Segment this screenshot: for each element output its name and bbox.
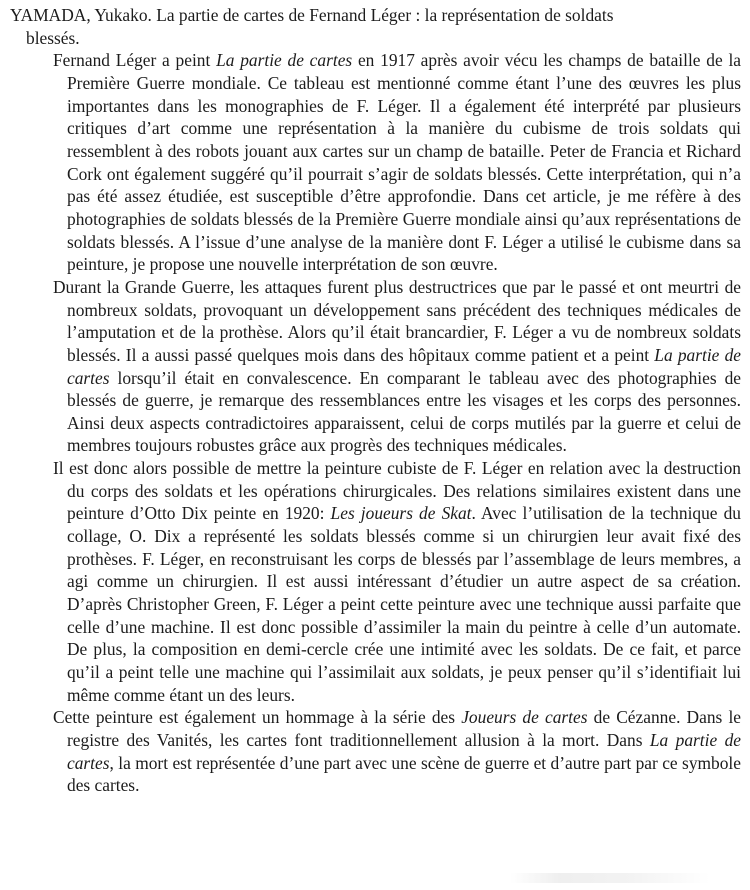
paragraph-2-text-1: Durant la Grande Guerre, les attaques furent plus destructrices que par le passé et ont meurtri de nombreux soldats, provoquant un développement sans précédent des techniques médicales de l’amputation et de la prothèse. Alors qu’il était brancardier, F. Léger a vu de nombreux soldats blessés. Il a aussi passé quelques mois dans des hôpitaux comme patient et a peint [53,276,741,365]
article-abstract [10,4,741,797]
paragraph-2-text-2: lorsqu’il était en convalescence. En comparant le tableau avec des photographies de blessés de guerre, je remarque des ressemblances entre les visages et les corps des personnes. Ainsi deux aspects contradictoires apparaissent, celui de corps mutilés par la guerre et celui de membres toujours robustes grâce aux progrès des techniques médicales. [67,367,741,456]
paragraph-1-text-2: en 1917 après avoir vécu les champs de bataille de la Première Guerre mondiale. Ce tableau est mentionné comme étant l’une des œuvres les plus importantes dans les monographies de F. Léger. Il a également été interprété par plusieurs critiques d’art comme une représentation à la manière du cubisme de trois soldats qui ressemblent à des robots jouant aux cartes sur un champ de bataille. Peter de Francia et Richard Cork ont également suggéré qu’il pourrait s’agir de soldats blessés. Cette interprétation, qui n’a pas été assez étudiée, est susceptible d’être approfondie. Dans cet article, je me réfère à des photographies de soldats blessés de la Première Guerre mondiale ainsi qu’aux représentations de soldats blessés. A l’issue d’une analyse de la manière dont F. Léger a utilisé le cubisme dans sa peinture, je propose une nouvelle interprétation de son œuvre. [67,50,741,275]
paragraph-3-text-1: Il est donc alors possible de mettre la peinture cubiste de F. Léger en relation avec la destruction du corps des soldats et les opérations chirurgicales. Des relations similaires existent dans une peinture d’Otto Dix peinte en 1920: [53,458,741,524]
paragraph-1-text-1: Fernand Léger a peint [53,50,217,71]
paragraph-1-italic-title: La partie de cartes [216,50,353,71]
scan-smudge [510,873,710,883]
paragraph-4-italic-title-1: Joueurs de cartes [461,707,588,728]
paragraph-3-text-2: . Avec l’utilisation de la technique du collage, O. Dix a représenté les soldats blessés comme si un chirurgien leur avait fixé des prothèses. F. Léger, en reconstruisant les corps de blessés par l’assemblage de leurs membres, a agi comme un chirurgien. Il est aussi intéressant d’étudier un autre aspect de sa création. D’après Christopher Green, F. Léger a peint cette peinture avec une technique aussi parfaite que celle d’une machine. Il est donc possible d’assimiler la main du peintre à celle d’un automate. De plus, la composition en demi-cercle crée une intimité avec les soldats. De ce fait, et parce qu’il a peint telle une machine qui l’assimilait aux soldats, je peux penser qu’il s’identifiait lui même comme étant un des leurs. [67,503,741,705]
paragraph-4-text-2: de Cézanne. Dans le registre des Vanités, les cartes font traditionnellement allusion à la mort. Dans [67,707,742,750]
paragraph-4-text-1: Cette peinture est également un hommage à la série des [53,707,462,728]
article-title-line-1: YAMADA, Yukako. La partie de cartes de Fernand Léger : la représentation de soldats [10,5,614,25]
paragraph-1 [10,49,741,276]
paragraph-2 [10,276,741,457]
paragraph-4 [10,706,741,797]
paragraph-3-italic-title: Les joueurs de Skat [330,503,472,524]
paragraph-2-italic-title: La partie de cartes [67,344,741,388]
paragraph-4-italic-title-2: La partie de cartes [67,730,741,773]
article-title-line-2: blessés. [26,27,80,48]
paragraph-3 [10,457,741,706]
paragraph-4-text-3: , la mort est représentée d’une part avec une scène de guerre et d’autre part par ce symbole des cartes. [67,752,741,796]
